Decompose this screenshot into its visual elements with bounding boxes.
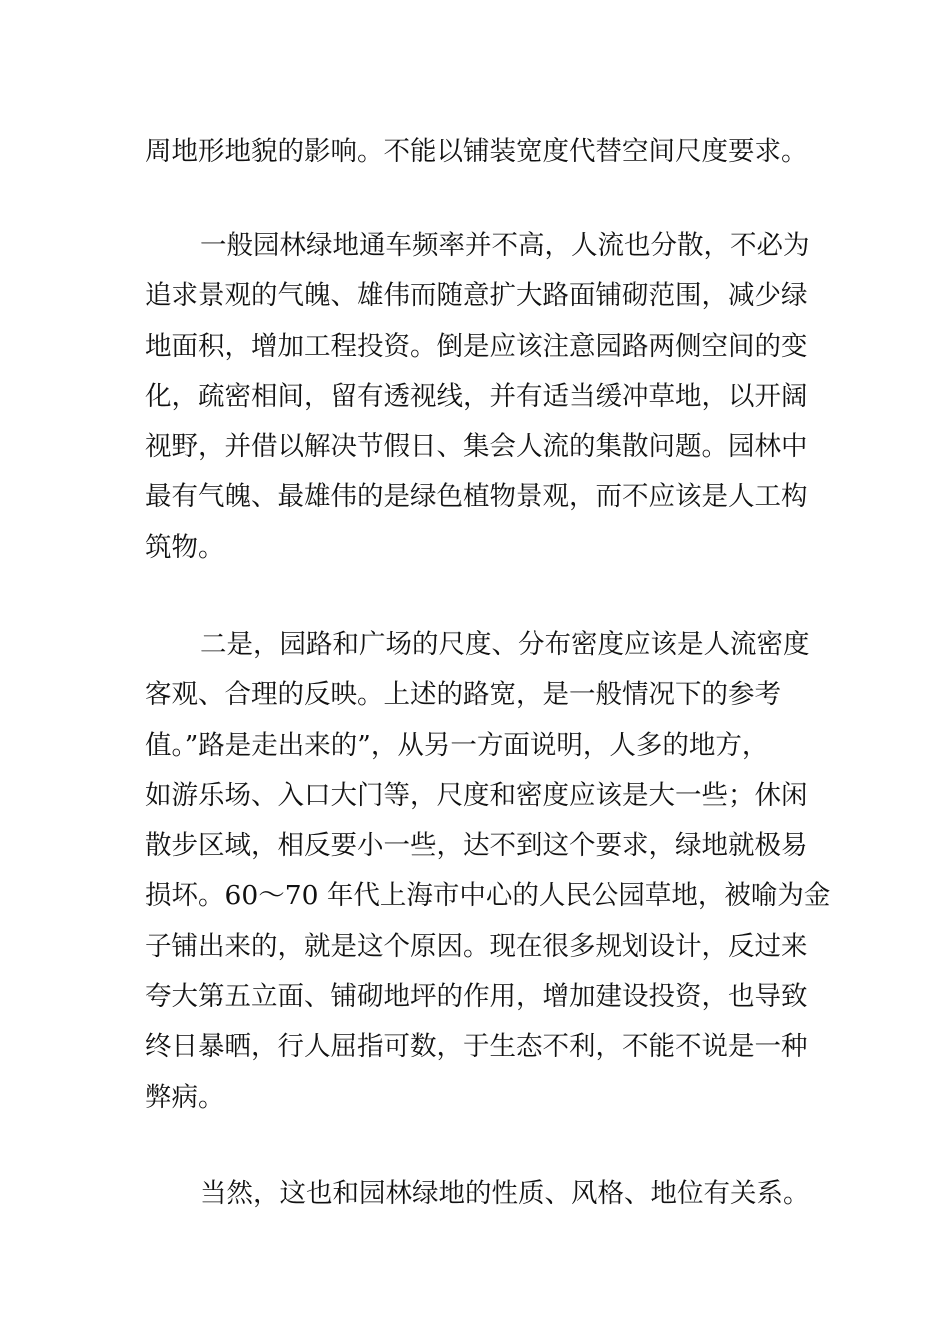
text-line: 周地形地貌的影响。不能以铺装宽度代替空间尺度要求。 [145, 136, 808, 167]
text-line: 终日暴晒，行人屈指可数，于生态不利，不能不说是一种 [145, 1031, 808, 1063]
text-line: 夸大第五立面、铺砌地坪的作用，增加建设投资，也导致 [145, 981, 808, 1013]
text-line: 一般园林绿地通车频率并不高，人流也分散，不必为 [200, 230, 810, 261]
text-line: 散步区域，相反要小一些，达不到这个要求，绿地就极易 [145, 830, 808, 862]
text-line: 当然，这也和园林绿地的性质、风格、地位有关系。 [200, 1178, 810, 1209]
paragraph-closing [145, 1169, 810, 1219]
paragraph-continuation [145, 127, 810, 177]
text-line: 二是，园路和广场的尺度、分布密度应该是人流密度 [200, 629, 810, 660]
text-line: 客观、合理的反映。上述的路宽，是一般情况下的参考 [145, 679, 781, 711]
text-line: 最有气魄、最雄伟的是绿色植物景观，而不应该是人工构 [145, 481, 808, 513]
paragraph-scale-density [145, 620, 831, 1123]
text-line: 如游乐场、入口大门等，尺度和密度应该是大一些；休闲 [145, 779, 808, 811]
text-line: 损坏。60～70 年代上海市中心的人民公园草地，被喻为金 [145, 880, 831, 912]
text-line: 弊病。 [145, 1081, 225, 1113]
text-line: 化，疏密相间，留有透视线，并有适当缓冲草地，以开阔 [145, 380, 808, 412]
text-line: 子铺出来的，就是这个原因。现在很多规划设计，反过来 [145, 930, 808, 962]
text-line: 筑物。 [145, 531, 225, 563]
text-line: 追求景观的气魄、雄伟而随意扩大路面铺砌范围，减少绿 [145, 280, 808, 312]
text-line: 视野，并借以解决节假日、集会人流的集散问题。园林中 [145, 431, 808, 463]
text-line: 值。”路是走出来的”，从另一方面说明，人多的地方， [145, 729, 769, 761]
text-line: 地面积，增加工程投资。倒是应该注意园路两侧空间的变 [145, 330, 808, 362]
paragraph-traffic-frequency [145, 221, 810, 573]
